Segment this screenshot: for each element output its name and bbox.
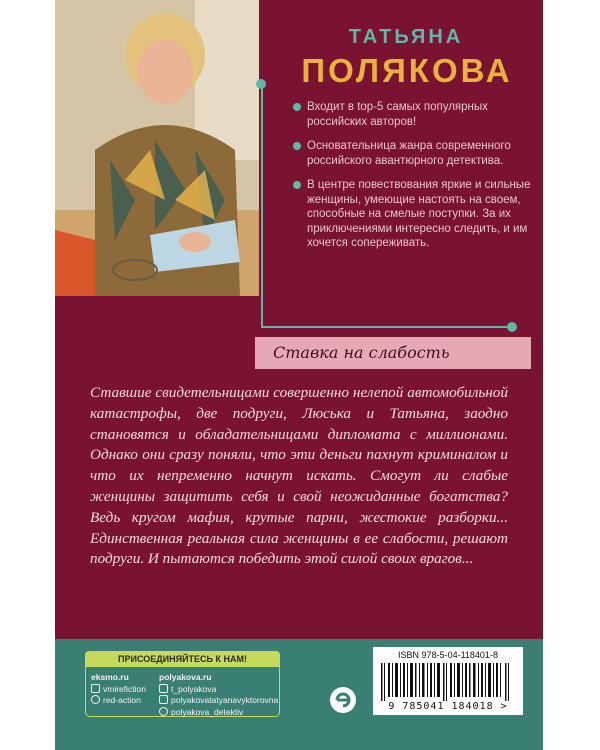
author-links [159, 672, 278, 718]
frame-dot [507, 322, 517, 332]
author-instagram-link[interactable]: polyakova_detektiv [159, 707, 278, 719]
bullet-icon [293, 181, 301, 189]
author-first-name: ТАТЬЯНА [348, 26, 464, 48]
bullet-icon [293, 103, 301, 111]
author-portrait-illustration [55, 0, 259, 296]
join-label: ПРИСОЕДИНЯЙТЕСЬ К НАМ! [85, 651, 280, 667]
vk-icon [159, 684, 168, 693]
book-title: Ставка на слабость [255, 337, 531, 369]
book-back-cover [55, 0, 543, 750]
instagram-icon [91, 695, 100, 704]
barcode-panel [373, 647, 523, 715]
isbn-number: ISBN 978-5-04-118401-8 [398, 650, 498, 660]
author-vk-link[interactable]: t_polyakova [159, 684, 278, 696]
author-site-link[interactable]: polyakova.ru [159, 672, 212, 682]
author-facts-list [293, 100, 533, 261]
barcode-icon [379, 663, 517, 701]
author-fact: Основательница жанра современного российского авантюрного детектива. [293, 139, 533, 168]
publisher-vk-link[interactable]: vmirefiction [91, 684, 146, 696]
facebook-icon [159, 695, 168, 704]
author-photo [55, 0, 259, 296]
frame-line-vertical [261, 84, 263, 328]
barcode-digits: 9 785041 184018 > [388, 701, 508, 712]
vk-icon [91, 684, 100, 693]
author-fact: В центре повествования яркие и сильные женщины, умеющие настоять на своем, способные на смелые поступки. За их приключениями интересно следить, и им хочется сопереживать. [293, 178, 533, 251]
frame-line-horizontal [261, 326, 511, 328]
publisher-links [91, 672, 146, 707]
publisher-instagram-link[interactable]: red-action [91, 695, 146, 707]
publisher-site-link[interactable]: eksmo.ru [91, 672, 129, 682]
book-annotation: Ставшие свидетельницами совершенно нелепой автомобильной катастрофы, две подруги, Люська и Татьяна, заодно становятся и обладательницами дипломата с миллионами. Однако они сразу поняли, что эти деньги пахнут криминалом и что их непременно начнут искать. Смогут ли слабые женщины защитить себя и свой неожиданные богатства? Ведь кругом мафия, крутые парни, жестокие разборки... Единственная реальная сила женщины в ее слабости, решают подруги. И пытаются победить этой силой своих врагов... [90, 384, 508, 568]
author-facebook-link[interactable]: polyakovatatyanavyktorovna [159, 695, 278, 707]
instagram-icon [159, 707, 168, 716]
bullet-icon [293, 142, 301, 150]
author-last-name: ПОЛЯКОВА [301, 52, 513, 89]
author-fact: Входит в top-5 самых популярных российских авторов! [293, 100, 533, 129]
eksmo-logo-icon [329, 686, 357, 714]
